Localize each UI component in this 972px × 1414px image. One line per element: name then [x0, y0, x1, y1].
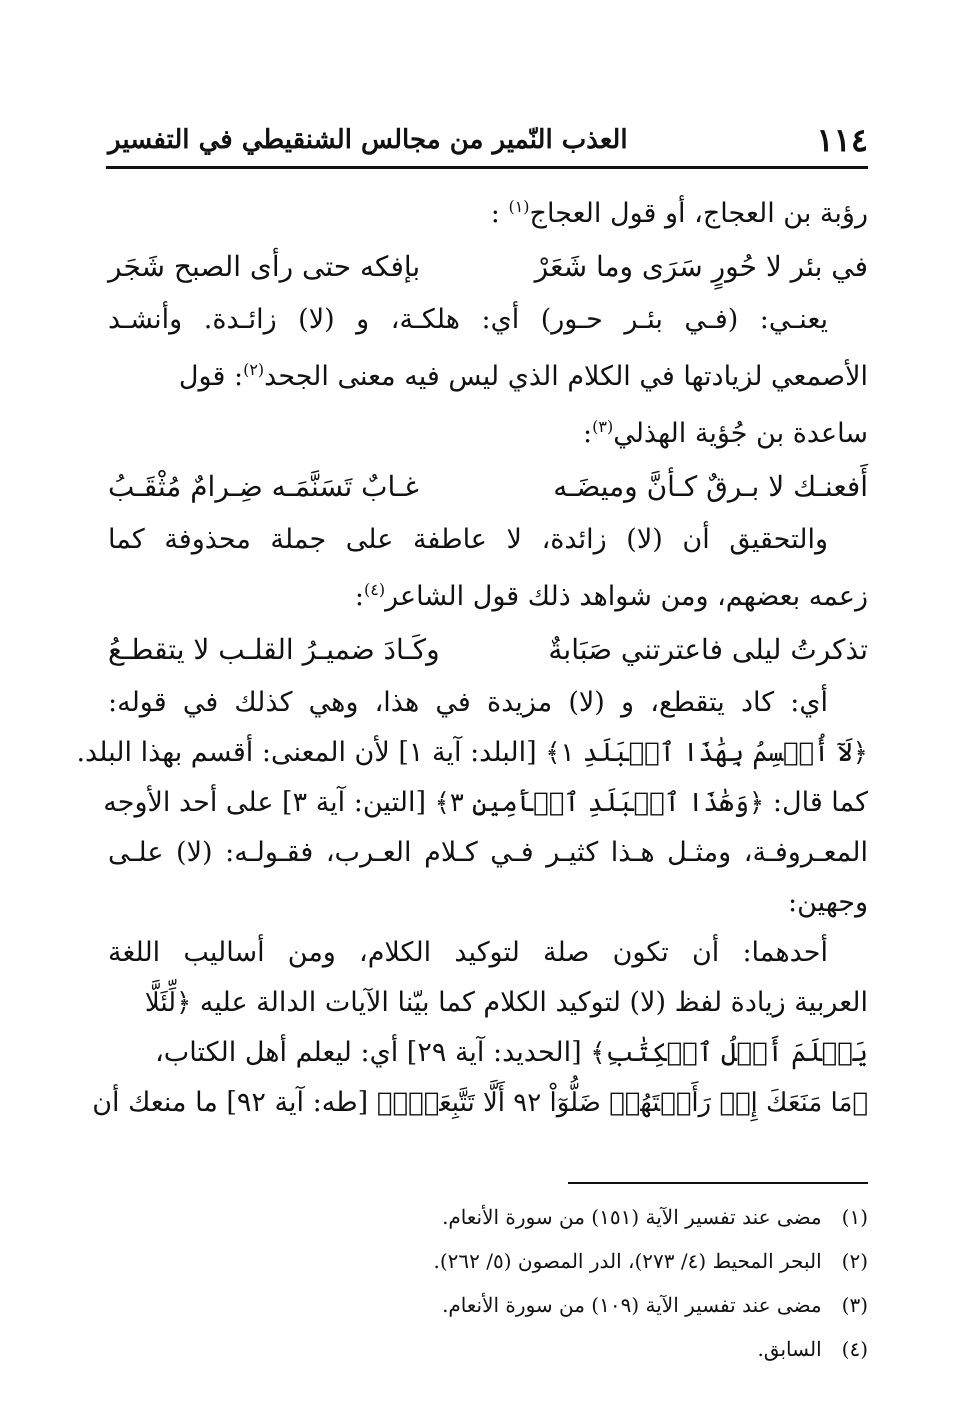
verse-3 [108, 622, 868, 678]
running-title: العذب النّمير من مجالس الشنقيطي في التفسير [108, 125, 628, 155]
paragraph-5-line-4: ﴿مَا مَنَعَكَ إِذۡ رَأَيۡتَهُمۡ ضَلُّوٓاْ ٩٢ أَلَّا تَتَّبِعَنِۖ﴾ [طه: آية ٩٢] ما منعك أن [92, 1087, 868, 1118]
footnote-ref-3: (٣) [592, 417, 614, 436]
footnote-item [108, 1283, 868, 1327]
paragraph-3 [108, 515, 868, 622]
paragraph-5-line-2: العربية زيادة لفظ (لا) لتوكيد الكلام كما بيّنا الآيات الدالة عليه ﴿لِّئَلَّا [144, 987, 868, 1018]
footnote-number: (٢) [841, 1249, 868, 1273]
footnote-ref-1: (١) [508, 197, 530, 216]
verse-1 [108, 239, 868, 295]
page-header [108, 118, 868, 162]
verse-1-first-hemistich: في بئر لا حُورٍ سَرَى وما شَعَرْ [534, 250, 868, 283]
paragraph-4 [76, 678, 868, 928]
footnote-text: مضى عند تفسير الآية (١٥١) من سورة الأنعام. [442, 1205, 822, 1229]
paragraph-5-line-1: أحدهما: أن تكون صلة لتوكيد الكلام، ومن أساليب اللغة [108, 937, 828, 968]
paragraph-2-line-3: ساعدة بن جُؤية الهذلي$^{(٣)}$: [582, 417, 868, 449]
footnote-text: مضى عند تفسير الآية (١٠٩) من سورة الأنعام. [442, 1293, 822, 1317]
paragraph-3-line-1: والتحقيق أن (لا) زائدة، لا عاطفة على جملة محذوفة كما [108, 524, 828, 555]
verse-2-first-hemistich: أَفعنـك لا بـرقٌ كـأنَّ وميضَـه [553, 470, 868, 503]
quran-ayah: ﴿لِّئَلَّا [144, 988, 192, 1018]
quran-ayah: يَعۡلَمَ أَهۡلُ ٱلۡكِتَٰبِ﴾ [590, 1038, 868, 1068]
footnote-ref-4: (٤) [364, 580, 386, 599]
footnote-item [108, 1327, 868, 1371]
paragraph-2-line-1: يعنـي: (فـي بئـر حـور) أي: هلكـة، و (لا) زائـدة. وأنشـد [108, 304, 828, 335]
paragraph-4-line-1: أي: كاد يتقطع، و (لا) مزيدة في هذا، وهي كذلك في قوله: [108, 687, 828, 718]
verse-3-second-hemistich: وكَـادَ ضميـرُ القلـب لا يتقطـعُ [108, 633, 440, 666]
verse-2 [108, 459, 868, 515]
footnote-text: البحر المحيط (٤/ ٢٧٣)، الدر المصون (٥/ ٢٦٢). [433, 1249, 822, 1273]
footnote-ref-2: (٢) [243, 360, 265, 379]
paragraph-4-line-3: كما قال: ﴿وَهَٰذَا ٱلۡبَلَدِ ٱلۡأَمِينِ ٣﴾ [التين: آية ٣] على أحد الأوجه [103, 787, 868, 818]
footnote-number: (٤) [841, 1337, 868, 1361]
quran-ayah: ﴿وَهَٰذَا ٱلۡبَلَدِ ٱلۡأَمِينِ ٣﴾ [434, 788, 765, 818]
paragraph-2 [108, 295, 868, 459]
paragraph-2-line-2: الأصمعي لزيادتها في الكلام الذي ليس فيه معنى الجحد$^{(٢)}$: قول [178, 360, 868, 392]
paragraph-4-line-5: وجهين: [788, 887, 868, 918]
footnote-text: السابق. [757, 1337, 822, 1361]
verse-2-second-hemistich: غـابٌ تَسَنَّمَـه ضِـرامٌ مُثْقَـبُ [108, 470, 419, 503]
verse-3-first-hemistich: تذكرتُ ليلى فاعترتني صَبَابةٌ [548, 633, 868, 666]
paragraph-5-line-3: يَعۡلَمَ أَهۡلُ ٱلۡكِتَٰبِ﴾ [الحديد: آية ٢٩] أي: ليعلم أهل الكتاب، [155, 1037, 868, 1068]
footnote-number: (٣) [841, 1293, 868, 1317]
quran-ayah: ﴿مَا مَنَعَكَ إِذۡ رَأَيۡتَهُمۡ ضَلُّوٓاْ ٩٢ أَلَّا تَتَّبِعَنِۖ﴾ [376, 1088, 868, 1118]
footnotes [108, 1195, 868, 1371]
page-number: ١١٤ [816, 121, 868, 159]
footnote-item [108, 1195, 868, 1239]
footnote-rule [568, 1182, 868, 1184]
intro-line: رؤبة بن العجاج، أو قول العجاج$^{(١)}$ : [490, 197, 868, 229]
quran-ayah: ﴿لَآ أُقۡسِمُ بِهَٰذَا ٱلۡبَلَدِ ١﴾ [545, 738, 868, 768]
paragraph-3-line-2: زعمه بعضهم، ومن شواهد ذلك قول الشاعر$^{(٤)}$: [354, 580, 868, 612]
main-text [76, 182, 868, 1128]
footnote-number: (١) [841, 1205, 868, 1229]
header-rule [106, 166, 868, 169]
paragraph-4-line-4: المعـروفـة، ومثـل هـذا كثيـر فـي كـلام العـرب، فقـولـه: (لا) علـى [108, 837, 868, 868]
paragraph-4-line-2: ﴿لَآ أُقۡسِمُ بِهَٰذَا ٱلۡبَلَدِ ١﴾ [البلد: آية ١] لأن المعنى: أقسم بهذا البلد. [76, 737, 868, 768]
verse-1-second-hemistich: بإفكه حتى رأى الصبح شَجَر [108, 250, 421, 283]
paragraph-5 [92, 928, 868, 1128]
footnote-item [108, 1239, 868, 1283]
